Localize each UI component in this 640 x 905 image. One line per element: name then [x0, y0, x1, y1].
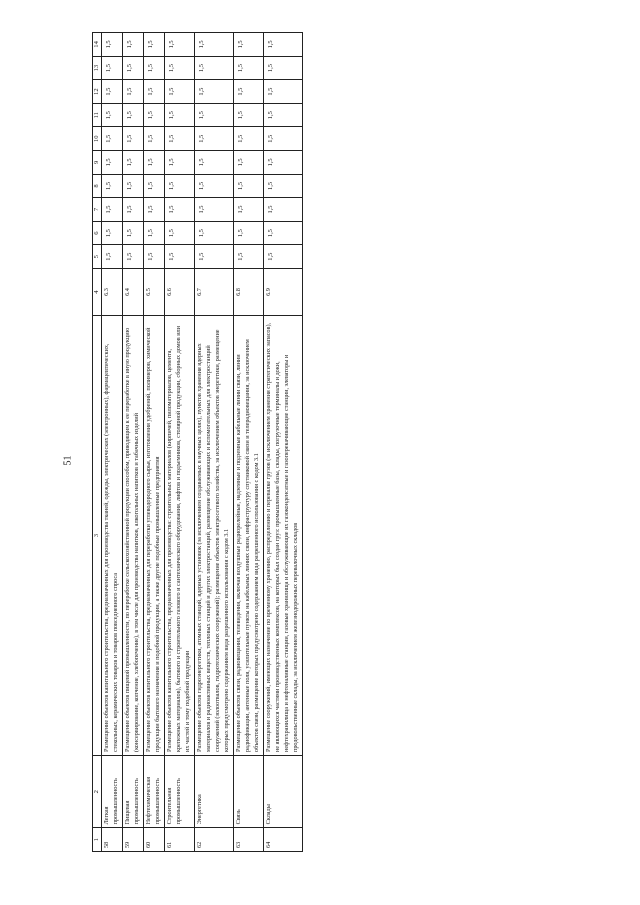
coefficient-cell: 1,5: [164, 103, 194, 127]
coefficient-cell: 1,5: [233, 221, 263, 245]
land-use-code: 6.5: [143, 268, 164, 315]
coefficient-cell: 1,5: [122, 198, 143, 222]
land-use-description: Размещение объектов связи, радиовещания, телевидения, включая воздушные радиорелейные, надземные и подземные кабельные линии связи, линии радиофикации, антенные поля, усилительные пункты на кабельных линиях связи, инфраструктуру спутниковой связи и телерадиовещания, за исключением объектов связи, размещение которых предусмотрено содержанием вида разрешенного использования с кодом 3.1: [233, 316, 263, 756]
table-row: [194, 33, 233, 852]
coefficient-cell: 1,5: [143, 151, 164, 175]
coefficient-cell: 1,5: [263, 151, 302, 175]
coefficient-cell: 1,5: [101, 127, 122, 151]
header-cell: 1: [93, 828, 102, 852]
header-cell: 3: [93, 316, 102, 756]
coefficient-cell: 1,5: [164, 127, 194, 151]
row-number: 58: [101, 828, 122, 852]
coefficient-cell: 1,5: [194, 221, 233, 245]
coefficient-cell: 1,5: [101, 56, 122, 80]
header-cell: 10: [93, 127, 102, 151]
coefficient-cell: 1,5: [233, 151, 263, 175]
land-use-name: Связь: [233, 755, 263, 827]
coefficient-cell: 1,5: [122, 245, 143, 269]
coefficient-cell: 1,5: [233, 56, 263, 80]
header-cell: 14: [93, 33, 102, 57]
coefficient-cell: 1,5: [194, 56, 233, 80]
coefficient-cell: 1,5: [122, 151, 143, 175]
coefficient-cell: 1,5: [194, 151, 233, 175]
coefficient-cell: 1,5: [194, 245, 233, 269]
land-use-description: Размещение объектов капитального строительства, предназначенных для производства: строительных материалов (кирпичей, пиломатериалов, цемента, крепежных материалов), бытового и строительного газового и сантехнического оборудования, лифтов и подъемников, столярной продукции, сборных домов или их частей и тому подобной продукции: [164, 316, 194, 756]
header-cell: 2: [93, 755, 102, 827]
table-row: [101, 33, 122, 852]
land-use-table: [92, 32, 303, 852]
coefficient-cell: 1,5: [194, 127, 233, 151]
coefficient-cell: 1,5: [263, 56, 302, 80]
coefficient-cell: 1,5: [194, 198, 233, 222]
coefficient-cell: 1,5: [122, 56, 143, 80]
row-number: 63: [233, 828, 263, 852]
coefficient-cell: 1,5: [143, 56, 164, 80]
land-use-name: Склады: [263, 755, 302, 827]
coefficient-cell: 1,5: [101, 80, 122, 104]
coefficient-cell: 1,5: [263, 80, 302, 104]
coefficient-cell: 1,5: [122, 103, 143, 127]
land-use-code: 6.4: [122, 268, 143, 315]
land-use-name: Строительная промышленность: [164, 755, 194, 827]
table-body: [101, 33, 302, 852]
coefficient-cell: 1,5: [101, 103, 122, 127]
row-number: 62: [194, 828, 233, 852]
land-use-name: Легкая промышленность: [101, 755, 122, 827]
coefficient-cell: 1,5: [263, 221, 302, 245]
coefficient-cell: 1,5: [164, 33, 194, 57]
land-use-description: Размещение объектов капитального строительства, предназначенных для переработки углеводородного сырья, изготовления удобрений, полимеров, химической продукции бытового назначения и подобной продукции, а также другие подобные промышленные предприятия: [143, 316, 164, 756]
header-cell: 9: [93, 151, 102, 175]
header-cell: 12: [93, 80, 102, 104]
table-row: [233, 33, 263, 852]
land-use-code: 6.7: [194, 268, 233, 315]
coefficient-cell: 1,5: [143, 245, 164, 269]
coefficient-cell: 1,5: [164, 245, 194, 269]
coefficient-cell: 1,5: [233, 245, 263, 269]
land-use-name: Энергетика: [194, 755, 233, 827]
coefficient-cell: 1,5: [263, 127, 302, 151]
page-number: 51: [62, 455, 74, 466]
coefficient-cell: 1,5: [263, 103, 302, 127]
coefficient-cell: 1,5: [164, 198, 194, 222]
coefficient-cell: 1,5: [101, 221, 122, 245]
land-use-code: 6.8: [233, 268, 263, 315]
coefficient-cell: 1,5: [122, 221, 143, 245]
coefficient-cell: 1,5: [233, 80, 263, 104]
land-use-description: Размещение сооружений, имеющих назначение по временному хранению, распределению и перевалке грузов (за исключением хранения стратегических запасов), не являющихся частями производственных комплексов, на которых был создан груз: промышленные базы, склады, погрузочные терминалы и доки, нефтехранилища и нефтеналивные станции, газовые хранилища и обслуживающие их газоконденсатные и газоперекачивающие станции, элеваторы и продовольственные склады, за исключением железнодорожных перевалочных складов: [263, 316, 302, 756]
coefficient-cell: 1,5: [101, 245, 122, 269]
coefficient-cell: 1,5: [263, 33, 302, 57]
coefficient-cell: 1,5: [143, 221, 164, 245]
row-number: 60: [143, 828, 164, 852]
row-number: 61: [164, 828, 194, 852]
coefficient-cell: 1,5: [101, 198, 122, 222]
header-cell: 13: [93, 56, 102, 80]
coefficient-cell: 1,5: [101, 151, 122, 175]
coefficient-cell: 1,5: [263, 245, 302, 269]
row-number: 59: [122, 828, 143, 852]
coefficient-cell: 1,5: [122, 174, 143, 198]
coefficient-cell: 1,5: [164, 56, 194, 80]
coefficient-cell: 1,5: [143, 33, 164, 57]
coefficient-cell: 1,5: [194, 103, 233, 127]
coefficient-cell: 1,5: [233, 174, 263, 198]
header-cell: 8: [93, 174, 102, 198]
land-use-name: Нефтехимическая промышленность: [143, 755, 164, 827]
land-use-description: Размещение объектов капитального строительства, предназначенных для производства тканей, одежды, электрических (электронных), фармацевтических, стекольных, керамических товаров и товаров повседневного спроса: [101, 316, 122, 756]
coefficient-cell: 1,5: [233, 127, 263, 151]
coefficient-cell: 1,5: [122, 127, 143, 151]
coefficient-cell: 1,5: [122, 80, 143, 104]
coefficient-cell: 1,5: [233, 33, 263, 57]
table-row: [122, 33, 143, 852]
table-row: [263, 33, 302, 852]
rotated-table-wrapper: [92, 32, 303, 852]
coefficient-cell: 1,5: [101, 33, 122, 57]
land-use-name: Пищевая промышленность: [122, 755, 143, 827]
coefficient-cell: 1,5: [101, 174, 122, 198]
coefficient-cell: 1,5: [194, 80, 233, 104]
coefficient-cell: 1,5: [263, 174, 302, 198]
header-cell: 5: [93, 245, 102, 269]
coefficient-cell: 1,5: [143, 174, 164, 198]
header-cell: 11: [93, 103, 102, 127]
coefficient-cell: 1,5: [143, 127, 164, 151]
coefficient-cell: 1,5: [143, 103, 164, 127]
land-use-code: 6.9: [263, 268, 302, 315]
table-row: [164, 33, 194, 852]
land-use-description: Размещение объектов пищевой промышленности, по переработке сельскохозяйственной продукции способом, приводящим к ее переработке в иную продукцию (консервирование, копчение, хлебопечение), в том числе для производства напитков, алкогольных напитков и табачных изделий: [122, 316, 143, 756]
coefficient-cell: 1,5: [143, 198, 164, 222]
land-use-description: Размещение объектов гидроэнергетики, атомных станций, ядерных установок (за исключением создаваемых в научных целях), пунктов хранения ядерных материалов и радиоактивных веществ, тепловых станций и других электростанций, размещение обслуживающих и вспомогательных для электростанций сооружений (золоотвалов, гидротехнических сооружений); размещение объектов электросетевого хозяйства, за исключением объектов энергетики, размещение которых предусмотрено содержанием вида разрешенного использования с кодом 3.1: [194, 316, 233, 756]
header-cell: 6: [93, 221, 102, 245]
coefficient-cell: 1,5: [122, 33, 143, 57]
coefficient-cell: 1,5: [263, 198, 302, 222]
coefficient-cell: 1,5: [233, 103, 263, 127]
header-cell: 4: [93, 268, 102, 315]
coefficient-cell: 1,5: [164, 80, 194, 104]
land-use-code: 6.6: [164, 268, 194, 315]
coefficient-cell: 1,5: [194, 33, 233, 57]
coefficient-cell: 1,5: [164, 221, 194, 245]
coefficient-cell: 1,5: [233, 198, 263, 222]
coefficient-cell: 1,5: [164, 174, 194, 198]
header-cell: 7: [93, 198, 102, 222]
coefficient-cell: 1,5: [164, 151, 194, 175]
table-row: [143, 33, 164, 852]
land-use-code: 6.3: [101, 268, 122, 315]
coefficient-cell: 1,5: [194, 174, 233, 198]
row-number: 64: [263, 828, 302, 852]
coefficient-cell: 1,5: [143, 80, 164, 104]
header-row: [93, 33, 102, 852]
